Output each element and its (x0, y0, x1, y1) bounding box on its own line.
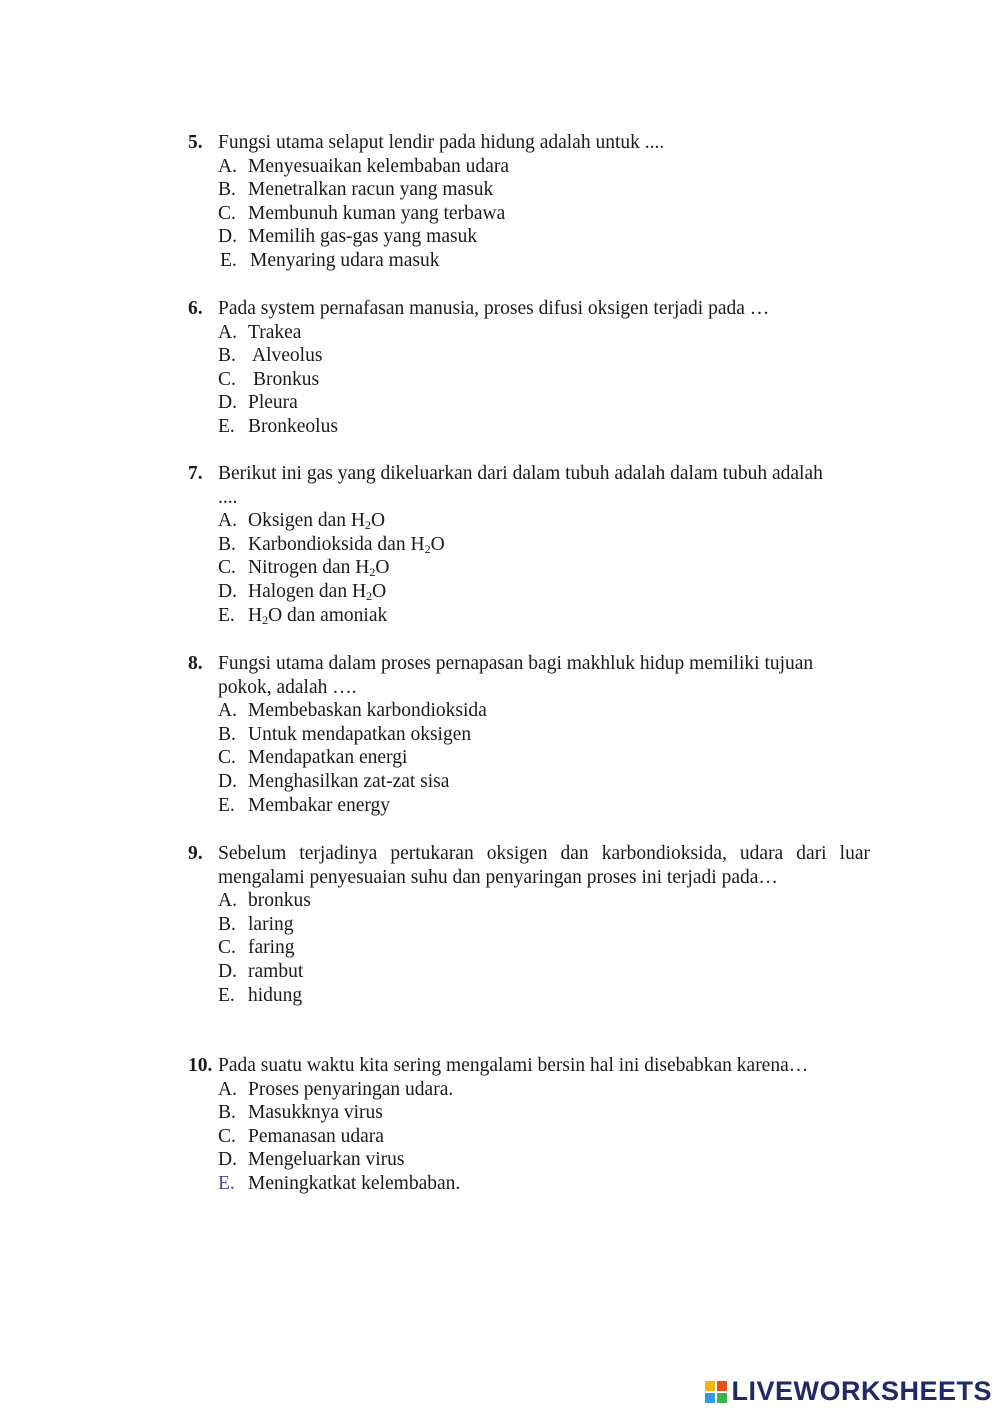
option-c[interactable] (188, 746, 870, 770)
option-letter: A. (218, 510, 237, 532)
question-number: 5. (188, 132, 203, 153)
option-text: Masukknya virus (248, 1102, 383, 1124)
question-text: Sebelum terjadinya pertukaran oksigen dan karbondioksida, udara dari luar mengalami penyesuaian suhu dan penyaringan proses ini terjadi pada… (218, 843, 870, 888)
liveworksheets-logo (705, 1376, 992, 1407)
question-text: Fungsi utama dalam proses pernapasan bagi makhluk hidup memiliki tujuan pokok, adalah …. (218, 653, 814, 698)
question-text: Pada system pernafasan manusia, proses difusi oksigen terjadi pada … (218, 298, 770, 319)
option-letter: A. (218, 890, 237, 912)
question-number: 9. (188, 843, 203, 864)
option-c[interactable] (188, 556, 870, 580)
option-b[interactable] (188, 178, 870, 202)
option-a[interactable] (188, 155, 870, 179)
option-text: Nitrogen dan H (248, 557, 370, 579)
option-text: Membunuh kuman yang terbawa (248, 202, 506, 224)
question-text: Berikut ini gas yang dikeluarkan dari dalam tubuh adalah dalam tubuh adalah .... (218, 463, 823, 508)
option-letter: C. (218, 202, 236, 224)
option-text: faring (248, 937, 295, 959)
option-text: Menyesuaikan kelembaban udara (248, 155, 509, 177)
question-7 (188, 462, 870, 627)
question-8 (188, 652, 870, 817)
option-a[interactable] (188, 889, 870, 913)
option-b[interactable] (188, 723, 870, 747)
option-c[interactable] (188, 936, 870, 960)
option-text: Bronkeolus (248, 415, 338, 437)
option-text: Memilih gas-gas yang masuk (248, 226, 478, 248)
option-letter: D. (218, 580, 237, 602)
option-c[interactable] (188, 368, 870, 392)
option-text-tail: O (430, 533, 445, 555)
option-text: Mengeluarkan virus (248, 1149, 405, 1171)
question-number: 8. (188, 653, 203, 674)
question-10 (188, 1054, 870, 1196)
option-letter: A. (218, 321, 237, 343)
option-text: rambut (248, 960, 304, 982)
question-number: 10. (188, 1055, 213, 1076)
option-text: hidung (248, 984, 303, 1006)
option-a[interactable] (188, 321, 870, 345)
option-text-tail: O (375, 557, 390, 579)
option-d[interactable] (188, 225, 870, 249)
option-e[interactable] (188, 984, 870, 1008)
option-text-tail: O (372, 580, 387, 602)
option-letter: A. (218, 155, 237, 177)
option-c[interactable] (188, 202, 870, 226)
option-text: Pleura (248, 392, 298, 414)
option-b[interactable] (188, 1101, 870, 1125)
option-a[interactable] (188, 509, 870, 533)
option-b[interactable] (188, 913, 870, 937)
option-text: Karbondioksida dan H (248, 533, 425, 555)
option-e[interactable] (188, 604, 870, 628)
subscript: 2 (364, 518, 371, 533)
option-letter: E. (218, 604, 235, 626)
option-letter: C. (218, 937, 236, 959)
option-letter: C. (218, 557, 236, 579)
option-text: Meningkatkat kelembaban. (248, 1172, 461, 1194)
question-text: Pada suatu waktu kita sering mengalami bersin hal ini disebabkan karena… (218, 1055, 809, 1076)
logo-square-icon (717, 1393, 727, 1403)
option-letter: B. (218, 179, 236, 201)
option-text: Oksigen dan H (248, 510, 365, 532)
question-9 (188, 842, 870, 1007)
option-letter: D. (218, 392, 237, 414)
option-letter: B. (218, 913, 236, 935)
option-letter: D. (218, 226, 237, 248)
option-letter: E. (218, 415, 235, 437)
option-e[interactable] (188, 794, 870, 818)
option-letter: B. (218, 1102, 236, 1124)
option-text: Proses penyaringan udara. (248, 1078, 454, 1100)
option-letter: C. (218, 368, 236, 390)
option-letter: D. (218, 1149, 237, 1171)
option-text-tail: O dan amoniak (268, 604, 388, 626)
option-letter: A. (218, 1078, 237, 1100)
subscript: 2 (262, 612, 269, 627)
subscript: 2 (369, 565, 376, 580)
option-text: H (248, 604, 263, 626)
option-letter: B. (218, 533, 236, 555)
option-letter: B. (218, 345, 236, 367)
option-text: Halogen dan H (248, 580, 367, 602)
subscript: 2 (424, 541, 431, 556)
option-text: Untuk mendapatkan oksigen (248, 723, 472, 745)
option-text: Membebaskan karbondioksida (248, 700, 487, 722)
option-text: laring (248, 913, 294, 935)
option-text: Menetralkan racun yang masuk (248, 179, 494, 201)
option-letter: C. (218, 1125, 236, 1147)
option-letter: E. (218, 984, 235, 1006)
question-number: 7. (188, 463, 203, 484)
logo-square-icon (705, 1381, 715, 1391)
question-number: 6. (188, 298, 203, 319)
option-a[interactable] (188, 699, 870, 723)
option-letter: E. (218, 1172, 235, 1194)
option-text: Mendapatkan energi (248, 747, 408, 769)
option-text: Bronkus (253, 368, 320, 390)
question-text: Fungsi utama selaput lendir pada hidung adalah untuk .... (218, 132, 665, 153)
logo-grid-icon (705, 1381, 727, 1403)
option-d[interactable] (188, 580, 870, 604)
option-text: Pemanasan udara (248, 1125, 384, 1147)
subscript: 2 (366, 588, 373, 603)
option-e[interactable] (188, 249, 870, 273)
option-text-tail: O (370, 510, 386, 532)
logo-text: LIVEWORKSHEETS (731, 1376, 992, 1406)
question-5 (188, 131, 870, 273)
option-letter: C. (218, 747, 236, 769)
option-letter: E. (220, 249, 237, 271)
option-e[interactable] (188, 415, 870, 439)
option-d[interactable] (188, 391, 870, 415)
option-d[interactable] (188, 1148, 870, 1172)
option-text: Menghasilkan zat-zat sisa (248, 770, 450, 792)
option-letter: A. (218, 700, 237, 722)
option-text: Membakar energy (248, 794, 391, 816)
option-a[interactable] (188, 1078, 870, 1102)
option-d[interactable] (188, 960, 870, 984)
option-c[interactable] (188, 1125, 870, 1149)
option-letter: B. (218, 723, 236, 745)
option-b[interactable] (188, 344, 870, 368)
option-text: bronkus (248, 890, 311, 912)
option-letter: D. (218, 960, 237, 982)
logo-square-icon (705, 1393, 715, 1403)
option-letter: E. (218, 794, 235, 816)
option-b[interactable] (188, 533, 870, 557)
option-d[interactable] (188, 770, 870, 794)
option-letter: D. (218, 770, 237, 792)
option-text: Alveolus (252, 345, 323, 367)
option-text: Menyaring udara masuk (250, 249, 440, 271)
question-6 (188, 297, 870, 439)
option-e[interactable] (188, 1172, 870, 1196)
option-text: Trakea (248, 321, 302, 343)
logo-square-icon (717, 1381, 727, 1391)
